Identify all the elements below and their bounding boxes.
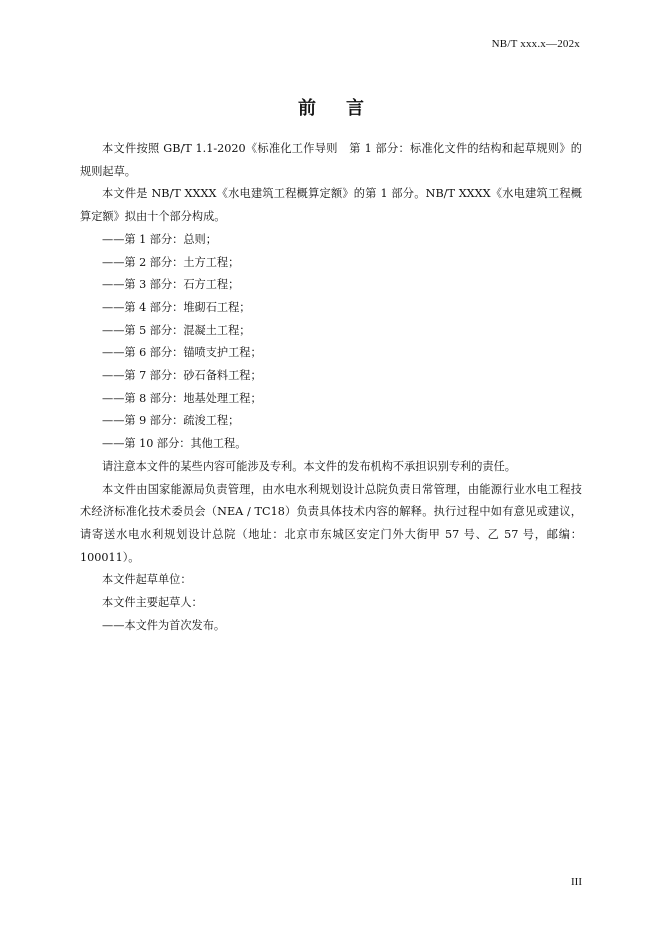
foreword-body [80, 138, 582, 637]
list-item-part-5: ——第 5 部分：混凝土工程； [102, 323, 251, 337]
page-title [0, 94, 662, 120]
list-item-part-3: ——第 3 部分：石方工程； [102, 278, 240, 292]
paragraph-structure: 本文件是 NB/T XXXX《水电建筑工程概算定额》的第 1 部分。NB/T XXXX《水电建筑工程概算定额》拟由十个部分构成。 [80, 187, 582, 224]
title-char-2: 言 [346, 98, 364, 119]
page-number: III [571, 876, 582, 888]
list-item-part-6: ——第 6 部分：锚喷支护工程； [102, 346, 262, 360]
paragraph-drafting-units: 本文件起草单位： [102, 573, 192, 587]
list-item-part-2: ——第 2 部分：土方工程； [102, 255, 240, 269]
paragraph-drafting-rules: 本文件按照 GB/T 1.1-2020《标准化工作导则 第 1 部分：标准化文件的结构和起草规则》的规则起草。 [80, 142, 582, 178]
list-item-part-10: ——第 10 部分：其他工程。 [102, 437, 247, 451]
paragraph-management: 本文件由国家能源局负责管理，由水电水利规划设计总院负责日常管理，由能源行业水电工程技术经济标准化技术委员会（NEA / TC18）负责具体技术内容的解释。执行过程中如有意见或建议，请寄送水电水利规划设计总院（地址：北京市东城区安定门外大街甲 57 号、乙 57 号，邮编：100011）。 [80, 482, 582, 564]
header-rule [80, 58, 582, 59]
list-item-part-9: ——第 9 部分：疏浚工程； [102, 414, 240, 428]
list-item-part-4: ——第 4 部分：堆砌石工程； [102, 300, 251, 314]
list-item-part-1: ——第 1 部分：总则； [102, 232, 217, 246]
paragraph-main-drafters: 本文件主要起草人： [102, 596, 203, 610]
list-item-part-7: ——第 7 部分：砂石备料工程； [102, 369, 262, 383]
paragraph-patent-notice: 请注意本文件的某些内容可能涉及专利。本文件的发布机构不承担识别专利的责任。 [102, 459, 516, 473]
document-code-header: NB/T xxx.x—202x [491, 38, 580, 50]
paragraph-first-release: ——本文件为首次发布。 [102, 618, 226, 632]
list-item-part-8: ——第 8 部分：地基处理工程； [102, 391, 262, 405]
title-char-1: 前 [298, 98, 316, 119]
